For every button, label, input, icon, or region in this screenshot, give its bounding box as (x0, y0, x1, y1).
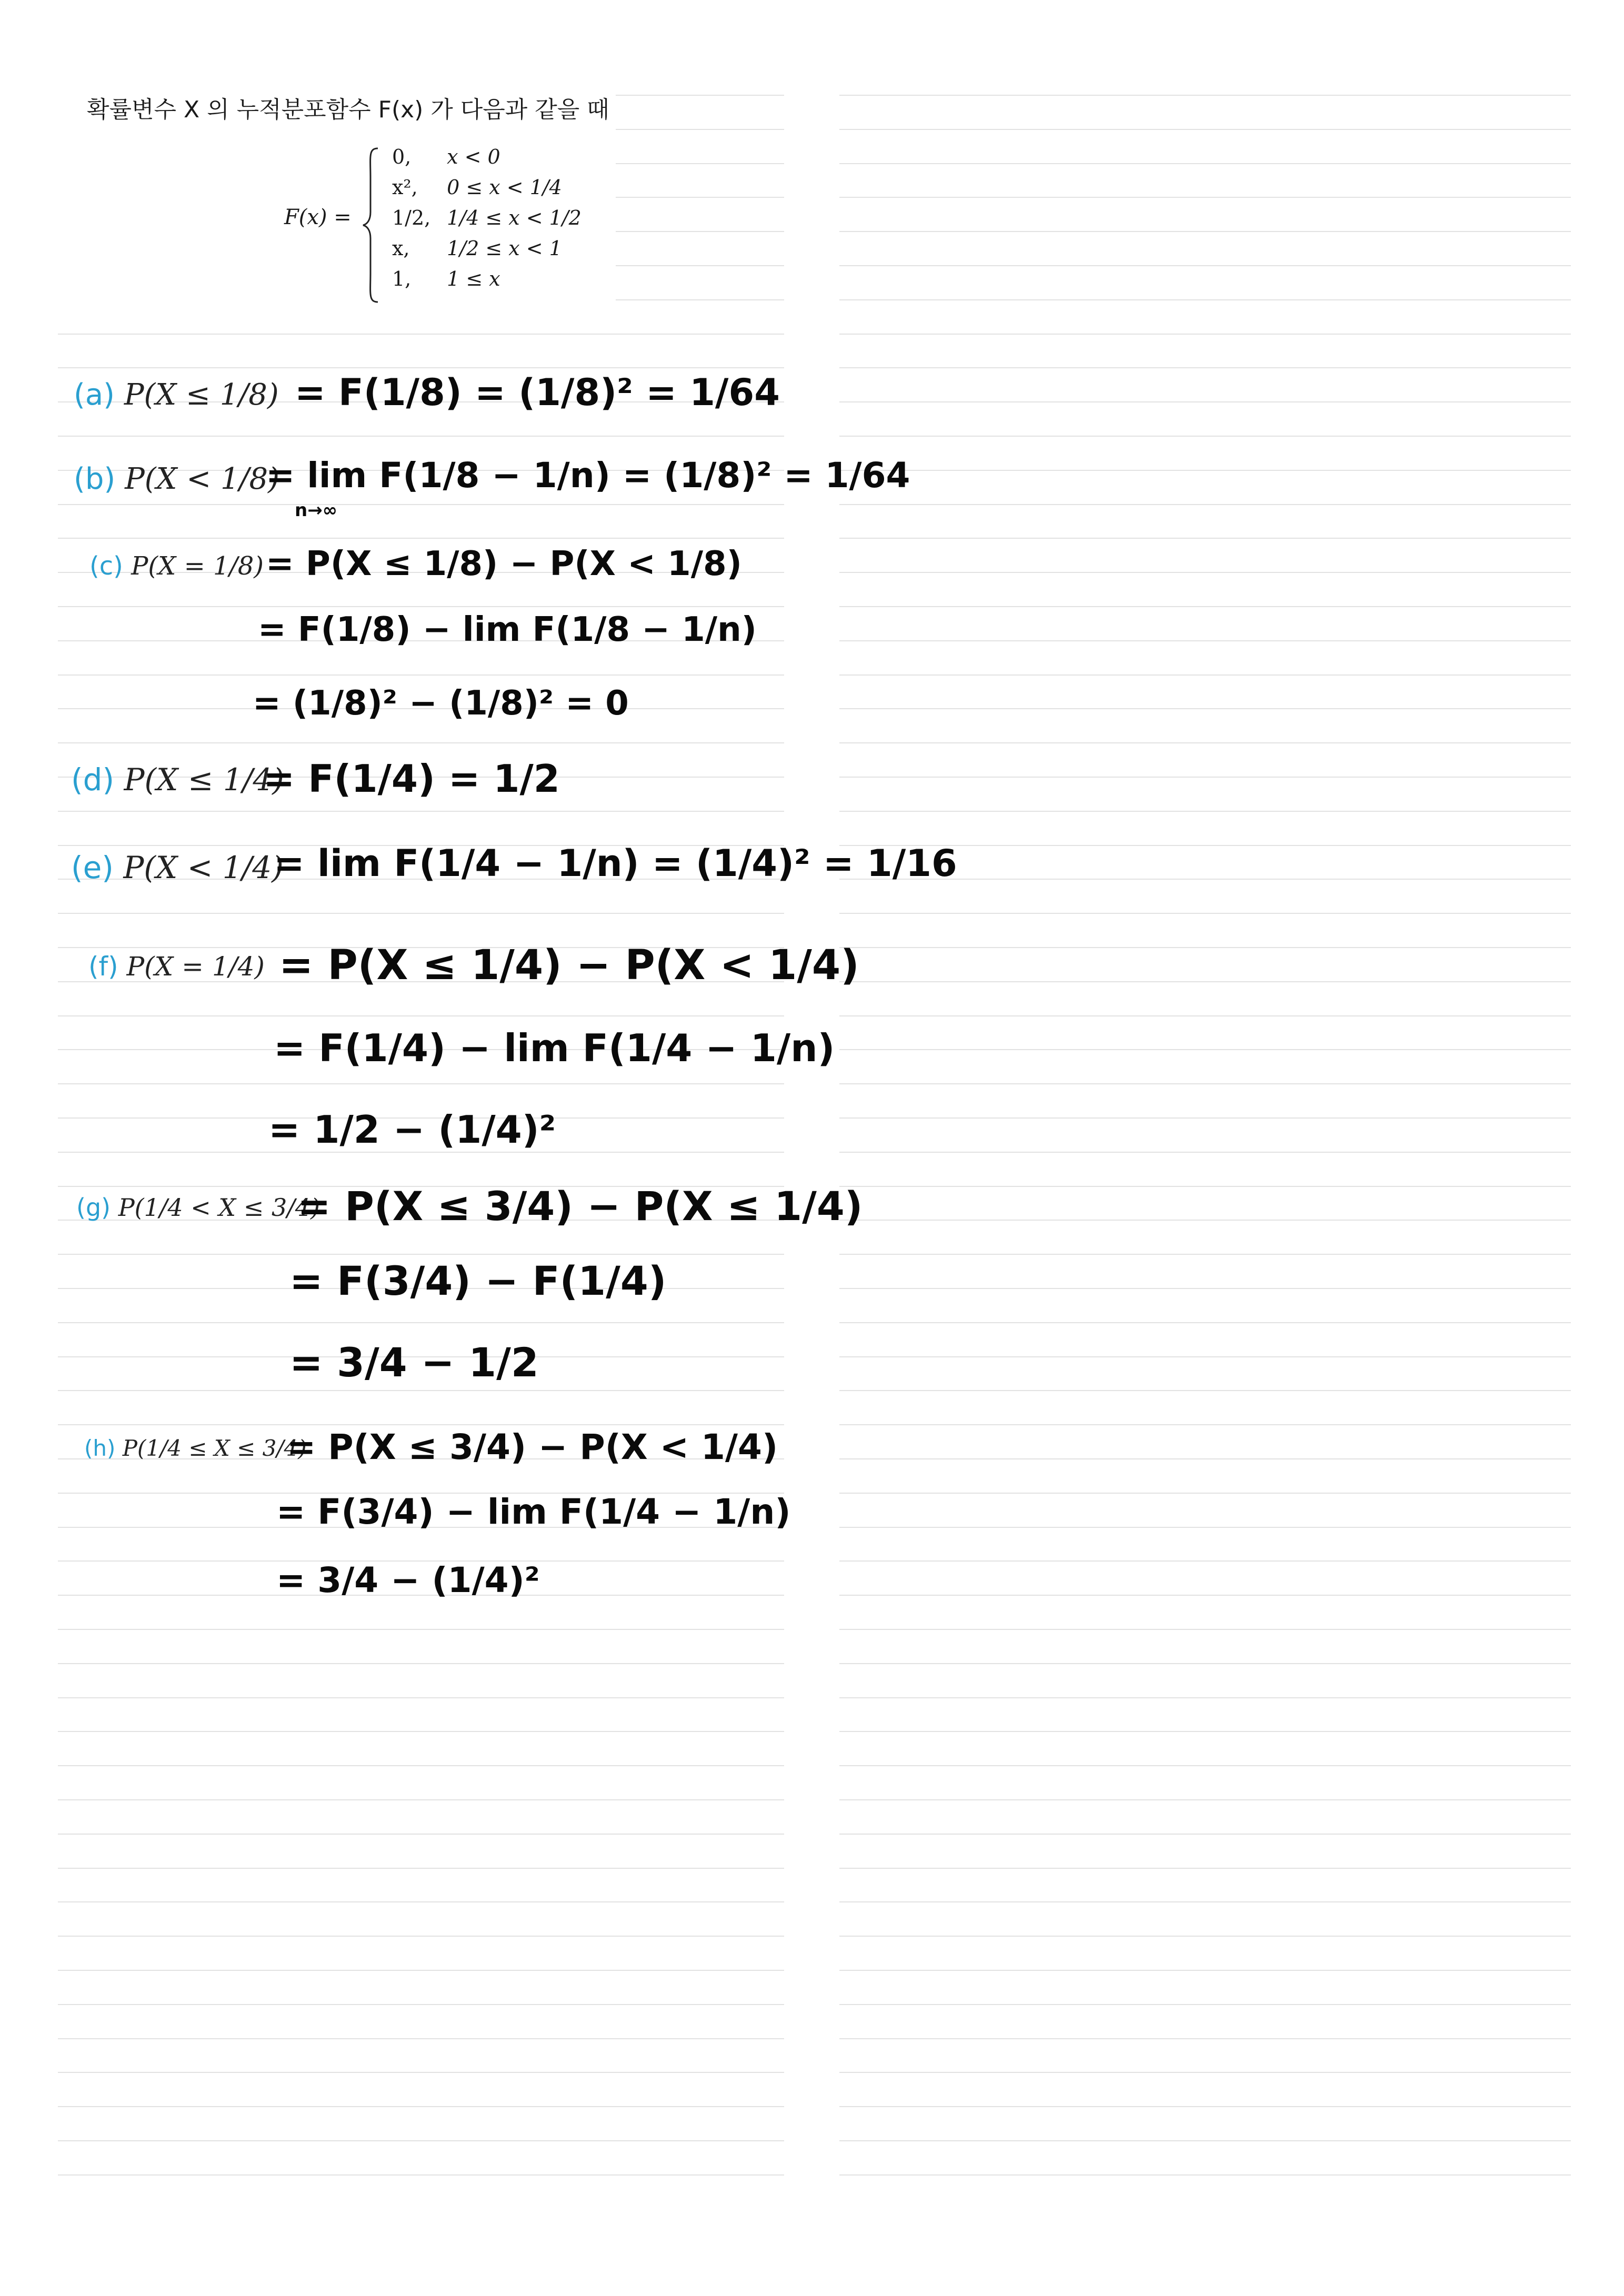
ruled-line (839, 640, 1571, 641)
ruled-line (839, 1765, 1571, 1766)
ruled-line (839, 2004, 1571, 2005)
item-tag: (c) (89, 551, 123, 581)
ruled-line (839, 1663, 1571, 1664)
ruled-line (58, 1970, 784, 1971)
ruled-line (839, 1697, 1571, 1698)
item-c-work-line: = (1/8)² − (1/8)² = 0 (253, 684, 629, 723)
cdf-case-row (392, 267, 500, 290)
item-f-work-line: = F(1/4) − lim F(1/4 − 1/n) (274, 1026, 835, 1070)
case-value: 1, (392, 267, 412, 290)
ruled-line (839, 947, 1571, 948)
item-expression: P(X < 1/4) (123, 850, 284, 885)
case-condition: 1 ≤ x (447, 267, 500, 290)
item-f-label (88, 951, 265, 982)
ruled-line (839, 2038, 1571, 2039)
item-a-work-line: = F(1/8) = (1/8)² = 1/64 (295, 371, 780, 414)
ruled-line (58, 2004, 784, 2005)
item-tag: (e) (71, 850, 114, 885)
item-e-label (71, 850, 284, 885)
ruled-line (839, 1527, 1571, 1528)
case-condition: x < 0 (447, 145, 500, 168)
ruled-line (839, 2072, 1571, 2073)
item-expression: P(X = 1/4) (126, 951, 265, 982)
ruled-line (839, 1049, 1571, 1050)
item-tag: (a) (74, 378, 115, 412)
ruled-line (58, 1697, 784, 1698)
ruled-line (58, 1083, 784, 1084)
ruled-line (839, 2140, 1571, 2141)
ruled-line (58, 1834, 784, 1835)
left-brace-icon (361, 146, 382, 304)
case-value: 1/2, (392, 206, 431, 229)
cdf-case-row (392, 145, 500, 168)
item-h-work-line: = P(X ≤ 3/4) − P(X < 1/4) (287, 1427, 778, 1467)
cdf-case-row (392, 176, 562, 199)
item-tag: (g) (76, 1193, 111, 1222)
ruled-line (839, 913, 1571, 914)
item-a-label (74, 378, 279, 412)
item-h-work-line: = F(3/4) − lim F(1/4 − 1/n) (276, 1492, 791, 1532)
item-expression: P(X ≤ 1/8) (124, 378, 279, 412)
ruled-line (58, 367, 784, 368)
ruled-line (839, 1799, 1571, 1800)
ruled-line (839, 777, 1571, 778)
ruled-line (839, 299, 1571, 300)
ruled-line (839, 1629, 1571, 1630)
ruled-line (58, 1901, 784, 1902)
ruled-line (58, 2106, 784, 2107)
ruled-line (58, 674, 784, 676)
item-g-work-line: = F(3/4) − F(1/4) (289, 1257, 667, 1304)
ruled-line (839, 1595, 1571, 1596)
case-value: x², (392, 176, 418, 199)
ruled-line (839, 1901, 1571, 1902)
ruled-line (839, 1731, 1571, 1732)
cdf-case-row (392, 237, 562, 260)
item-expression: P(1/4 < X ≤ 3/4) (118, 1193, 320, 1222)
item-b-label (74, 462, 279, 496)
ruled-line (58, 913, 784, 914)
case-value: 0, (392, 145, 412, 168)
ruled-line (839, 1015, 1571, 1016)
ruled-line (58, 1765, 784, 1766)
item-tag: (d) (71, 762, 115, 798)
ruled-line (839, 1288, 1571, 1289)
ruled-line (58, 334, 784, 335)
ruled-line (58, 1015, 784, 1016)
ruled-line (839, 742, 1571, 743)
ruled-line (58, 1663, 784, 1664)
ruled-line (839, 1152, 1571, 1153)
ruled-line (58, 1424, 784, 1425)
ruled-line (58, 1731, 784, 1732)
ruled-line (839, 1356, 1571, 1357)
item-e-work-line: = lim F(1/4 − 1/n) = (1/4)² = 1/16 (274, 842, 957, 885)
ruled-line (839, 436, 1571, 437)
item-f-work-line: = P(X ≤ 1/4) − P(X < 1/4) (279, 942, 859, 989)
ruled-line (839, 1970, 1571, 1971)
ruled-line (839, 1936, 1571, 1937)
ruled-line (839, 401, 1571, 402)
item-g-work-line: = 3/4 − 1/2 (289, 1339, 539, 1386)
item-expression: P(1/4 ≤ X ≤ 3/4) (122, 1435, 307, 1461)
ruled-line (839, 1254, 1571, 1255)
ruled-line (839, 129, 1571, 130)
ruled-line (58, 1152, 784, 1153)
case-condition: 1/4 ≤ x < 1/2 (447, 206, 582, 229)
ruled-line (58, 2174, 784, 2176)
ruled-line (58, 742, 784, 743)
ruled-line (58, 1322, 784, 1323)
ruled-line (839, 1834, 1571, 1835)
ruled-lines-right (839, 0, 1571, 2296)
ruled-line (58, 2038, 784, 2039)
ruled-line (839, 708, 1571, 709)
ruled-line (58, 1629, 784, 1630)
ruled-line (58, 1390, 784, 1391)
ruled-line (839, 538, 1571, 539)
ruled-line (839, 1117, 1571, 1119)
ruled-line (58, 538, 784, 539)
ruled-line (58, 1254, 784, 1255)
ruled-line (58, 436, 784, 437)
limit-subscript: n→∞ (295, 500, 338, 521)
item-c-work-line: = P(X ≤ 1/8) − P(X < 1/8) (266, 545, 742, 583)
ruled-line (839, 2174, 1571, 2176)
ruled-line (58, 2072, 784, 2073)
ruled-line (839, 572, 1571, 573)
ruled-line (58, 1799, 784, 1800)
item-tag: (f) (88, 951, 118, 982)
item-d-work-line: = F(1/4) = 1/2 (263, 757, 560, 801)
case-condition: 0 ≤ x < 1/4 (447, 176, 562, 199)
ruled-line (839, 606, 1571, 607)
ruled-line (839, 1220, 1571, 1221)
ruled-line (839, 1424, 1571, 1425)
item-expression: P(X < 1/8) (125, 462, 279, 496)
ruled-line (839, 504, 1571, 505)
ruled-line (839, 265, 1571, 266)
ruled-line (839, 1560, 1571, 1562)
ruled-line (839, 231, 1571, 232)
ruled-line (839, 1390, 1571, 1391)
ruled-line (839, 1493, 1571, 1494)
ruled-line (839, 367, 1571, 368)
ruled-line (839, 95, 1571, 96)
item-expression: P(X ≤ 1/4) (124, 762, 284, 798)
item-g-work-line: = P(X ≤ 3/4) − P(X ≤ 1/4) (297, 1183, 863, 1230)
ruled-line (839, 1322, 1571, 1323)
item-d-label (71, 762, 284, 798)
ruled-line (58, 504, 784, 505)
ruled-line (839, 163, 1571, 164)
item-f-work-line: = 1/2 − (1/4)² (268, 1107, 556, 1152)
ruled-line (839, 470, 1571, 471)
case-value: x, (392, 237, 410, 260)
item-expression: P(X = 1/8) (131, 551, 264, 581)
item-g-label (76, 1193, 320, 1222)
ruled-line (839, 674, 1571, 676)
ruled-line (839, 334, 1571, 335)
item-tag: (b) (74, 462, 116, 496)
ruled-line (839, 811, 1571, 812)
item-tag: (h) (84, 1435, 116, 1461)
item-c-work-line: = F(1/8) − lim F(1/8 − 1/n) (258, 610, 757, 649)
ruled-line (58, 1936, 784, 1937)
ruled-line (58, 2140, 784, 2141)
ruled-line (839, 197, 1571, 198)
ruled-line (58, 606, 784, 607)
item-c-label (89, 551, 264, 581)
cdf-lhs: F(x) = (284, 205, 352, 229)
problem-statement: 확률변수 X 의 누적분포함수 F(x) 가 다음과 같을 때 (87, 96, 609, 123)
ruled-line (58, 811, 784, 812)
ruled-line (839, 1458, 1571, 1459)
ruled-line (839, 981, 1571, 982)
case-condition: 1/2 ≤ x < 1 (447, 237, 562, 260)
ruled-line (58, 1868, 784, 1869)
cdf-case-row (392, 206, 582, 229)
item-h-label (84, 1435, 307, 1461)
ruled-line (839, 2106, 1571, 2107)
item-h-work-line: = 3/4 − (1/4)² (276, 1560, 540, 1600)
ruled-line (839, 1186, 1571, 1187)
ruled-line (839, 1083, 1571, 1084)
item-b-work-line: = lim F(1/8 − 1/n) = (1/8)² = 1/64 (266, 455, 910, 496)
ruled-line (839, 1868, 1571, 1869)
cdf-definition (284, 142, 600, 310)
